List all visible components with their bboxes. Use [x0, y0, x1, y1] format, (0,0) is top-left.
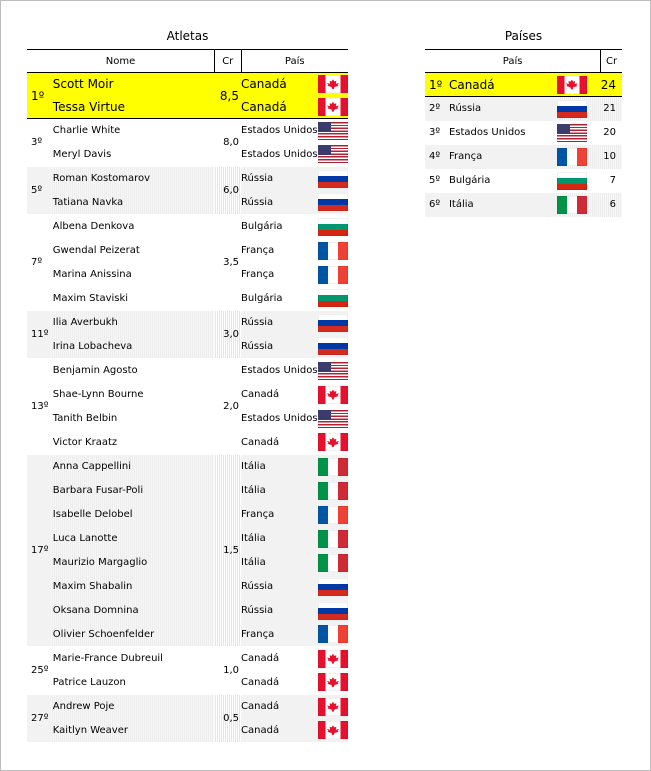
usa-flag-icon: [318, 122, 348, 140]
flag-cell: [318, 335, 348, 359]
flag-cell: [318, 239, 348, 263]
country-name: França: [448, 151, 483, 162]
cr-cell: 21: [603, 103, 616, 115]
athlete-country: Rússia: [241, 605, 274, 616]
countries-table: [425, 49, 622, 217]
athlete-name: Shae-Lynn Bourne: [52, 389, 144, 400]
france-flag-icon: [318, 266, 348, 284]
athlete-country: Rússia: [241, 196, 274, 208]
athlete-group: [27, 167, 348, 215]
flag-cell: [318, 551, 348, 575]
athlete-name: Olivier Schoenfelder: [52, 628, 155, 640]
cr-cell: 3,0: [223, 329, 240, 340]
table-row: [27, 695, 348, 719]
table-row: [27, 383, 348, 407]
country-name: Rússia: [448, 103, 482, 115]
country-name: Itália: [448, 199, 474, 210]
athlete-name: Meryl Davis: [52, 148, 112, 160]
athlete-name: Oksana Domnina: [52, 605, 139, 616]
table-row: [27, 191, 348, 215]
athlete-country: Itália: [241, 461, 266, 473]
header-country: País: [425, 50, 601, 73]
athlete-country: Bulgária: [241, 221, 283, 233]
table-row: [27, 671, 348, 695]
cr-cell: 7: [609, 175, 616, 186]
table-row: [27, 431, 348, 455]
russia-flag-icon: [318, 193, 348, 211]
table-row: [27, 455, 348, 479]
russia-flag-icon: [318, 337, 348, 355]
athlete-name: Kaitlyn Weaver: [52, 724, 128, 736]
athlete-name: Isabelle Delobel: [52, 509, 133, 520]
france-flag-icon: [557, 148, 587, 166]
table-row: [27, 167, 348, 191]
cr-cell: 3,5: [223, 257, 240, 268]
table-row: [27, 575, 348, 599]
usa-flag-icon: [318, 410, 348, 428]
athlete-country: Canadá: [241, 724, 280, 736]
table-row: [27, 335, 348, 359]
russia-flag-icon: [318, 578, 348, 596]
rank-cell: 5º: [31, 185, 43, 196]
table-row: [27, 647, 348, 671]
flag-cell: [557, 193, 601, 217]
athlete-name: Maxim Shabalin: [52, 581, 133, 592]
table-row: [27, 527, 348, 551]
table-row: [27, 599, 348, 623]
canada-flag-icon: [318, 75, 348, 93]
flag-cell: [318, 215, 348, 239]
bulgaria-flag-icon: [557, 172, 587, 190]
cr-cell: 0,5: [223, 713, 240, 724]
table-row: [27, 719, 348, 743]
bulgaria-flag-icon: [318, 218, 348, 236]
flag-cell: [318, 263, 348, 287]
table-row: [27, 407, 348, 431]
table-row: [27, 287, 348, 311]
athlete-country: Canadá: [241, 389, 280, 400]
flag-cell: [318, 599, 348, 623]
athlete-country: França: [241, 628, 275, 640]
russia-flag-icon: [557, 100, 587, 118]
rank-cell: 25º: [31, 665, 49, 676]
athlete-country: Rússia: [241, 173, 274, 185]
flag-cell: [318, 96, 348, 119]
athlete-name: Patrice Lauzon: [52, 676, 126, 688]
athlete-country: Canadá: [241, 653, 280, 665]
header-name: Nome: [27, 50, 214, 73]
flag-cell: [318, 311, 348, 335]
flag-cell: [318, 383, 348, 407]
athlete-name: Marina Anissina: [52, 269, 132, 280]
athletes-header-row: [27, 50, 348, 73]
header-country: País: [241, 50, 348, 73]
rank-cell: 11º: [31, 329, 49, 340]
athlete-name: Charlie White: [52, 125, 121, 137]
table-row: [425, 73, 622, 97]
flag-cell: [318, 503, 348, 527]
flag-cell: [318, 73, 348, 96]
athlete-name: Luca Lanotte: [52, 533, 118, 544]
canada-flag-icon: [318, 698, 348, 716]
rank-cell: 6º: [429, 199, 441, 210]
athlete-country: Estados Unidos: [241, 148, 318, 160]
flag-cell: [318, 527, 348, 551]
athlete-name: Tatiana Navka: [52, 196, 124, 208]
cr-cell: 20: [603, 127, 616, 138]
flag-cell: [557, 121, 601, 145]
rank-cell: 5º: [429, 175, 441, 186]
athlete-country: Estados Unidos: [241, 413, 318, 424]
countries-title: Países: [504, 29, 543, 43]
flag-cell: [318, 623, 348, 647]
canada-flag-icon: [318, 650, 348, 668]
athlete-name: Tessa Virtue: [52, 99, 126, 114]
table-row: [27, 119, 348, 143]
athlete-group: [27, 359, 348, 455]
athlete-name: Marie-France Dubreuil: [52, 653, 163, 665]
athlete-name: Gwendal Peizerat: [52, 245, 140, 256]
table-row: [27, 479, 348, 503]
athlete-group: [27, 311, 348, 359]
athlete-country: Rússia: [241, 317, 274, 329]
flag-cell: [318, 575, 348, 599]
flag-cell: [318, 455, 348, 479]
athlete-name: Maxim Staviski: [52, 292, 129, 304]
flag-cell: [318, 431, 348, 455]
athlete-name: Anna Cappellini: [52, 461, 132, 473]
athlete-group: [27, 455, 348, 647]
usa-flag-icon: [318, 145, 348, 163]
athlete-country: Canadá: [241, 77, 287, 92]
table-row: [27, 503, 348, 527]
cr-cell: 6,0: [223, 185, 240, 196]
cr-cell: 24: [600, 77, 616, 92]
canada-flag-icon: [318, 386, 348, 404]
table-row: [425, 193, 622, 217]
rank-cell: 7º: [31, 257, 43, 268]
cr-cell: 6: [609, 199, 616, 210]
canada-flag-icon: [318, 98, 348, 116]
athlete-name: Albena Denkova: [52, 221, 135, 233]
table-row: [27, 143, 348, 167]
athlete-country: Canadá: [241, 676, 280, 688]
canada-flag-icon: [557, 76, 587, 94]
athlete-country: Canadá: [241, 701, 280, 713]
athlete-country: Estados Unidos: [241, 365, 318, 377]
athletes-title: Atletas: [166, 29, 209, 43]
rank-cell: 27º: [31, 713, 49, 724]
table-row: [27, 263, 348, 287]
table-row: [27, 551, 348, 575]
russia-flag-icon: [318, 602, 348, 620]
table-row: [425, 121, 622, 145]
athlete-country: Rússia: [241, 340, 274, 352]
canada-flag-icon: [318, 721, 348, 739]
flag-cell: [557, 169, 601, 193]
athlete-country: Canadá: [241, 436, 280, 448]
athlete-name: Maurizio Margaglio: [52, 557, 148, 568]
table-row: [425, 169, 622, 193]
rank-cell: 17º: [31, 545, 49, 556]
country-name: Bulgária: [448, 175, 491, 186]
rank-cell: 1º: [429, 77, 443, 92]
table-row: [27, 239, 348, 263]
athlete-name: Victor Kraatz: [52, 436, 118, 448]
rank-cell: 13º: [31, 401, 49, 412]
rank-cell: 1º: [31, 88, 45, 103]
rank-cell: 4º: [429, 151, 441, 162]
italy-flag-icon: [557, 196, 587, 214]
flag-cell: [318, 287, 348, 311]
table-row: [27, 311, 348, 335]
rank-cell: 3º: [31, 137, 43, 148]
country-name: Canadá: [448, 77, 495, 92]
athlete-country: Itália: [241, 533, 266, 544]
country-name: Estados Unidos: [448, 127, 526, 138]
athlete-country: Itália: [241, 557, 266, 568]
flag-cell: [318, 719, 348, 743]
countries-header-row: [425, 50, 622, 73]
cr-cell: 2,0: [223, 401, 240, 412]
flag-cell: [318, 671, 348, 695]
athlete-group: [27, 119, 348, 167]
athlete-name: Scott Moir: [52, 77, 114, 92]
athlete-country: Bulgária: [241, 292, 283, 304]
header-cr: Cr: [601, 50, 622, 73]
flag-cell: [318, 359, 348, 383]
athletes-table: [27, 49, 348, 743]
athlete-name: Barbara Fusar-Poli: [52, 485, 144, 496]
canada-flag-icon: [318, 433, 348, 451]
athlete-country: França: [241, 269, 275, 280]
athlete-name: Andrew Poje: [52, 701, 115, 713]
athlete-group: [27, 647, 348, 695]
usa-flag-icon: [318, 362, 348, 380]
cr-cell: 10: [603, 151, 616, 162]
athlete-name: Benjamin Agosto: [52, 365, 138, 377]
cr-cell: 8,0: [223, 137, 240, 148]
italy-flag-icon: [318, 530, 348, 548]
athlete-name: Irina Lobacheva: [52, 340, 133, 352]
france-flag-icon: [318, 625, 348, 643]
rank-cell: 3º: [429, 127, 441, 138]
flag-cell: [557, 73, 601, 97]
flag-cell: [318, 119, 348, 143]
cr-cell: 1,0: [223, 665, 240, 676]
athlete-country: Rússia: [241, 581, 274, 592]
athlete-country: França: [241, 245, 275, 256]
flag-cell: [318, 191, 348, 215]
athlete-country: Itália: [241, 485, 266, 496]
table-row: [27, 73, 348, 96]
athlete-group: [27, 695, 348, 743]
table-row: [27, 215, 348, 239]
table-row: [27, 96, 348, 119]
cr-cell: 8,5: [219, 88, 240, 103]
italy-flag-icon: [318, 482, 348, 500]
countries-body: [425, 73, 622, 217]
flag-cell: [557, 97, 601, 121]
athlete-name: Ilia Averbukh: [52, 317, 118, 329]
italy-flag-icon: [318, 554, 348, 572]
athlete-country: França: [241, 509, 275, 520]
header-cr: Cr: [214, 50, 241, 73]
rank-cell: 2º: [429, 103, 441, 115]
flag-cell: [318, 695, 348, 719]
table-row: [425, 145, 622, 169]
bulgaria-flag-icon: [318, 289, 348, 307]
table-row: [27, 359, 348, 383]
france-flag-icon: [318, 242, 348, 260]
russia-flag-icon: [318, 314, 348, 332]
flag-cell: [557, 145, 601, 169]
athlete-group: [27, 215, 348, 311]
france-flag-icon: [318, 506, 348, 524]
italy-flag-icon: [318, 458, 348, 476]
athlete-name: Tanith Belbin: [52, 413, 118, 424]
usa-flag-icon: [557, 124, 587, 142]
canada-flag-icon: [318, 673, 348, 691]
flag-cell: [318, 647, 348, 671]
cr-cell: 1,5: [223, 545, 240, 556]
flag-cell: [318, 143, 348, 167]
athlete-country: Canadá: [241, 99, 287, 114]
athlete-country: Estados Unidos: [241, 125, 318, 137]
flag-cell: [318, 167, 348, 191]
flag-cell: [318, 479, 348, 503]
athlete-name: Roman Kostomarov: [52, 173, 151, 185]
flag-cell: [318, 407, 348, 431]
table-row: [27, 623, 348, 647]
athlete-group: [27, 73, 348, 119]
table-row: [425, 97, 622, 121]
russia-flag-icon: [318, 170, 348, 188]
